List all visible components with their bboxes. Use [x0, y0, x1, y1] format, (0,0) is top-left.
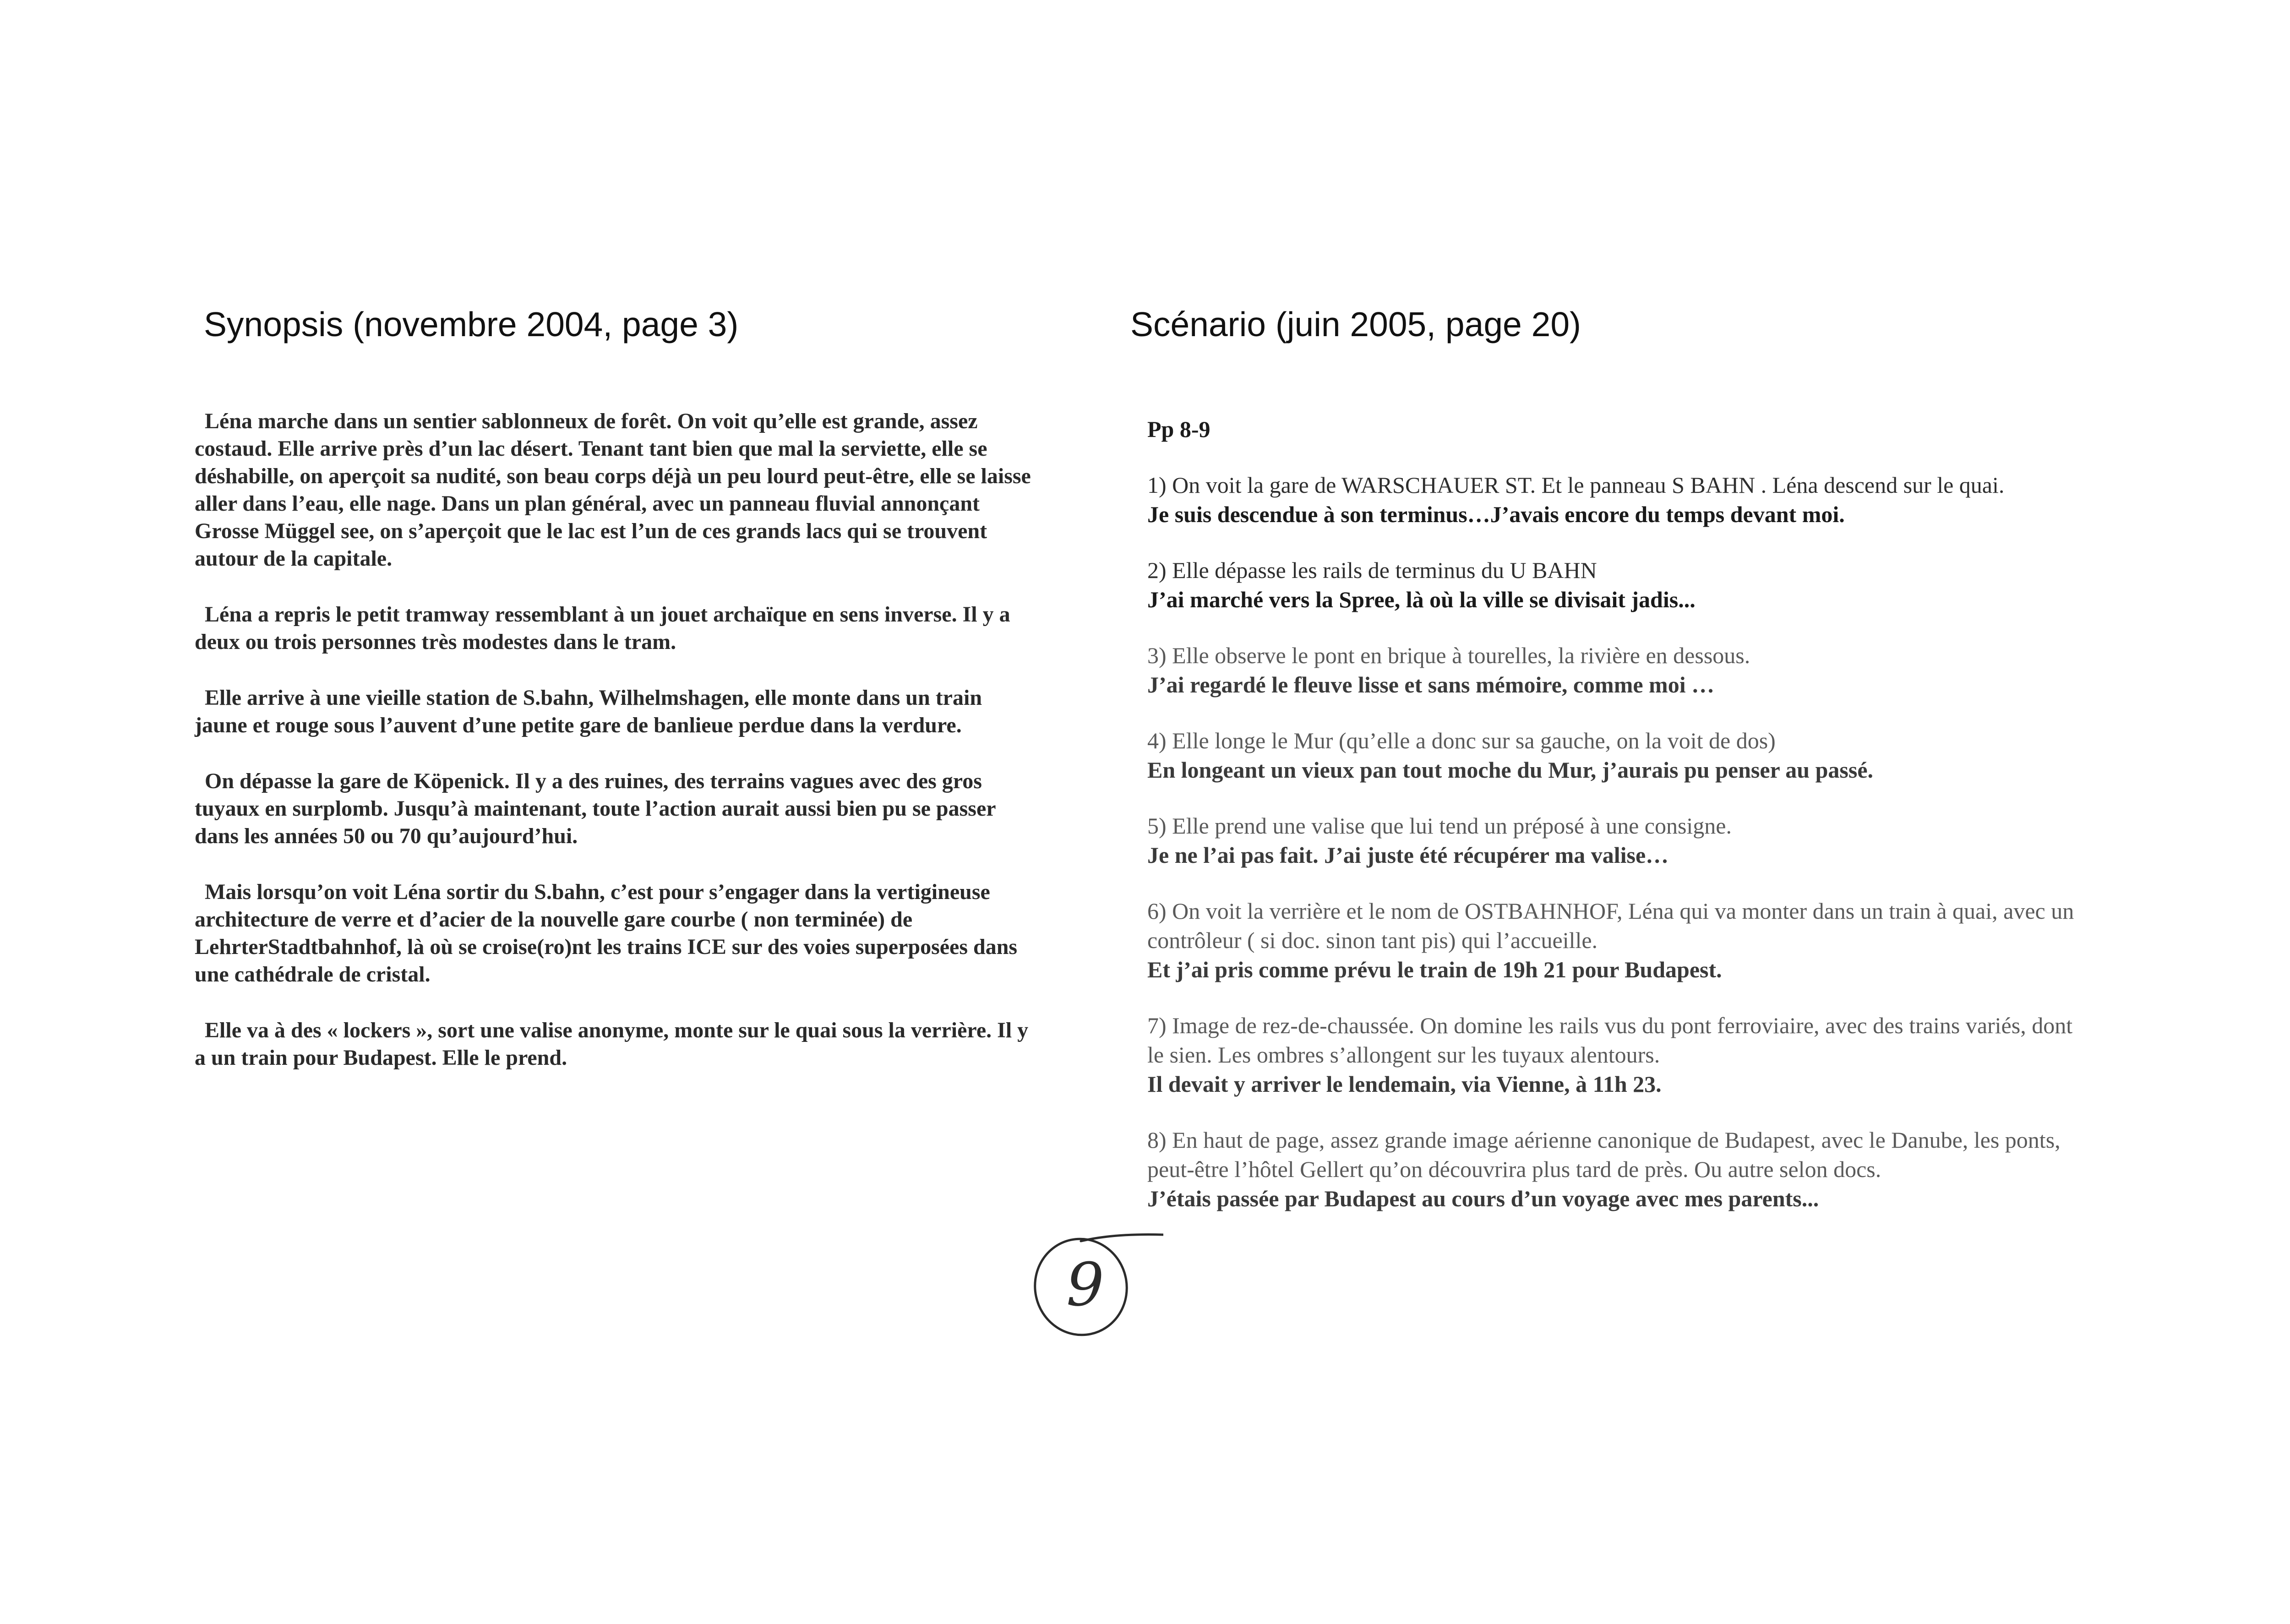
synopsis-paragraph-6: Elle va à des « lockers », sort une valise anonyme, monte sur le quai sous la verrière. Il y a un train pour Budapest. Elle le prend. [195, 1018, 1029, 1070]
shot-description: 6) On voit la verrière et le nom de OSTBAHNHOF, Léna qui va monter dans un train à quai, avec un contrôleur ( si doc. sinon tant pis) qui l’accueille. [1147, 898, 2074, 953]
scenario-shot-8 [1147, 1125, 2086, 1213]
scenario-shot-5 [1147, 811, 2086, 870]
synopsis-paragraph-3: Elle arrive à une vieille station de S.bahn, Wilhelmshagen, elle monte dans un train jaune et rouge sous l’auvent d’une petite gare de banlieue perdue dans la verdure. [195, 686, 982, 737]
scenario-scan [1147, 414, 2086, 1240]
scenario-page-ref: Pp 8-9 [1147, 416, 1210, 442]
scenario-shot-7 [1147, 1011, 2086, 1099]
shot-voiceover: Je ne l’ai pas fait. J’ai juste été récupérer ma valise… [1147, 842, 1669, 868]
scenario-shot-6 [1147, 896, 2086, 984]
shot-description: 2) Elle dépasse les rails de terminus du U BAHN [1147, 557, 1597, 583]
shot-description: 7) Image de rez-de-chaussée. On domine les rails vus du pont ferroviaire, avec des trains variés, dont le sien. Les ombres s’allongent sur les tuyaux alentours. [1147, 1013, 2073, 1068]
shot-voiceover: En longeant un vieux pan tout moche du Mur, j’aurais pu penser au passé. [1147, 757, 1874, 783]
scenario-shot-1 [1147, 470, 2086, 529]
shot-description: 8) En haut de page, assez grande image aérienne canonique de Budapest, avec le Danube, les ponts, peut-être l’hôtel Gellert qu’on découvrira plus tard de près. Ou autre selon docs. [1147, 1127, 2061, 1182]
scenario-shot-2 [1147, 556, 2086, 614]
scenario-shot-3 [1147, 641, 2086, 699]
handwritten-circle-annotation [1026, 1227, 1163, 1346]
handwritten-number: 9 [1066, 1250, 1104, 1319]
synopsis-paragraph-4: On dépasse la gare de Köpenick. Il y a des ruines, des terrains vagues avec des gros tuyaux en surplomb. Jusqu’à maintenant, toute l’action aurait aussi bien pu se passer dans les années 50 ou 70 qu’aujourd’hui. [195, 769, 996, 848]
shot-voiceover: J’ai marché vers la Spree, là où la ville se divisait jadis... [1147, 587, 1696, 612]
synopsis-heading: Synopsis (novembre 2004, page 3) [204, 305, 739, 343]
shot-voiceover: Et j’ai pris comme prévu le train de 19h 21 pour Budapest. [1147, 957, 1722, 982]
shot-description: 4) Elle longe le Mur (qu’elle a donc sur sa gauche, on la voit de dos) [1147, 728, 1776, 753]
shot-description: 3) Elle observe le pont en brique à tourelles, la rivière en dessous. [1147, 643, 1750, 668]
scenario-heading: Scénario (juin 2005, page 20) [1130, 305, 1581, 343]
scenario-shot-4 [1147, 726, 2086, 785]
synopsis-scan [195, 408, 1033, 1100]
shot-voiceover: J’ai regardé le fleuve lisse et sans mémoire, comme moi … [1147, 672, 1715, 698]
shot-voiceover: J’étais passée par Budapest au cours d’un voyage avec mes parents... [1147, 1186, 1819, 1211]
shot-voiceover: Je suis descendue à son terminus…J’avais encore du temps devant moi. [1147, 501, 1845, 527]
shot-voiceover: Il devait y arriver le lendemain, via Vienne, à 11h 23. [1147, 1071, 1662, 1097]
synopsis-paragraph-5: Mais lorsqu’on voit Léna sortir du S.bahn, c’est pour s’engager dans la vertigineuse architecture de verre et d’acier de la nouvelle gare courbe ( non terminée) de LehrterStadtbahnhof, là où se croise(ro)nt les trains ICE sur des voies superposées dans une cathédrale de cristal. [195, 880, 1018, 986]
shot-description: 1) On voit la gare de WARSCHAUER ST. Et le panneau S BAHN . Léna descend sur le quai. [1147, 472, 2005, 498]
synopsis-paragraph-2: Léna a repris le petit tramway ressemblant à un jouet archaïque en sens inverse. Il y a deux ou trois personnes très modestes dans le tram. [195, 602, 1010, 654]
shot-description: 5) Elle prend une valise que lui tend un préposé à une consigne. [1147, 813, 1732, 839]
synopsis-paragraph-1: Léna marche dans un sentier sablonneux de forêt. On voit qu’elle est grande, assez costaud. Elle arrive près d’un lac désert. Tenant tant bien que mal la serviette, elle se déshabille, on aperçoit sa nudité, son beau corps déjà un peu lourd peut-être, elle se laisse aller dans l’eau, elle nage. Dans un plan général, avec un panneau fluvial annonçant Grosse Müggel see, on s’aperçoit que le lac est l’un de ces grands lacs qui se trouvent autour de la capitale. [195, 409, 1031, 571]
